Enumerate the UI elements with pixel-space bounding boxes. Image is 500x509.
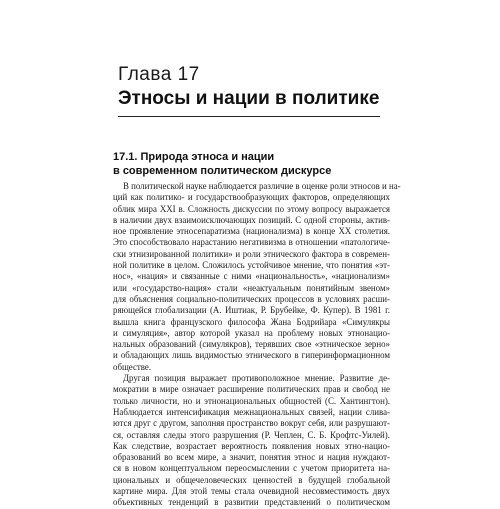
text-line: ются друг с другом, заполняя пространство вокруг себя, или разрушают- — [113, 418, 390, 429]
paragraph-2 — [113, 373, 390, 509]
text-line: нос», «нация» и связанные с ними «национальность», «национализм» — [113, 271, 390, 282]
text-line: ной политике в целом. Сложилось устойчивое мнение, что понятия «эт- — [113, 260, 390, 271]
text-line: облик мира XXI в. Сложность дискуссии по этому вопросу выражается — [113, 203, 390, 214]
text-line: в наличии двух взаимоисключающих позиций. С одной стороны, актив- — [113, 214, 390, 225]
text-line: Это способствовало нарастанию негативизма в отношении «патологиче- — [113, 237, 390, 248]
chapter-title: Этносы и нации в политике — [118, 88, 380, 109]
text-line: обществе. — [113, 361, 152, 372]
text-line: Как следствие, возрастает вероятность появления новых этно-нацио- — [113, 440, 390, 451]
text-line: Наблюдается интенсификация межнациональных связей, нации слива- — [113, 406, 390, 417]
text-line: только личности, но и этнонациональных общностей (С. Хантингтон). — [113, 395, 390, 406]
section-heading — [113, 150, 393, 178]
chapter-label: Глава 17 — [118, 64, 200, 85]
text-line: мократии в мире означает расширение политических прав и свобод не — [113, 384, 390, 395]
text-line: или «государство-нация» стали «неактуальным понятийным звеном» — [113, 282, 390, 293]
text-line: ное проявление этносепаратизма (национализма) в конце XX столетия. — [113, 226, 390, 237]
text-line: ски этнизированной политики» и роли этнического фактора в современ- — [113, 248, 390, 259]
text-line: и обладающих лишь видимостью этнического в гиперинформационном — [113, 350, 390, 361]
body-text — [113, 181, 401, 509]
text-line: картине мира. Для этой темы стала очевидной несовместимость двух — [113, 486, 390, 497]
text-line: ций как политико- и государствообразующих факторов, определяющих — [113, 192, 390, 203]
text-line: вышла книга французского философа Жана Бодрийара «Симулякры — [113, 316, 390, 327]
text-line: для объяснения социально-политических процессов в условиях расши- — [113, 293, 390, 304]
section-heading-line-1: 17.1. Природа этноса и нации — [113, 151, 275, 163]
text-line: и симуляция», автор которой указал на проблему новых этнонацио- — [113, 327, 390, 338]
text-line: Другая позиция выражает противоположное мнение. Развитие де- — [123, 373, 390, 384]
text-line: ся, оставляя следы этого разрушения (Р. Чеплен, С. Б. Крофтс-Уилей). — [113, 429, 390, 440]
text-line: ся в новом концептуальном переосмыслении с учетом приоритета на- — [113, 463, 390, 474]
section-heading-line-2: в современном политическом дискурсе — [113, 165, 332, 177]
text-line: циональных и общечеловеческих ценностей в будущей глобальной — [113, 474, 390, 485]
text-line: объективных тенденций в развитии представлений о политическом — [113, 497, 390, 508]
text-line: В политической науке наблюдается различие в оценке роли этносов и на- — [123, 181, 401, 191]
chapter-divider — [118, 116, 380, 117]
text-line: образований во всем мире, а значит, понятия этнос и нация нуждают- — [113, 452, 390, 463]
paragraph-1 — [113, 181, 401, 373]
text-line: ряющейся глобализации (А. Иштиак, Р. Брубейке, Ф. Купер). В 1981 г. — [113, 305, 390, 316]
text-line: нальных образований (симулякров), терявших свое «этническое зерно» — [113, 339, 390, 350]
